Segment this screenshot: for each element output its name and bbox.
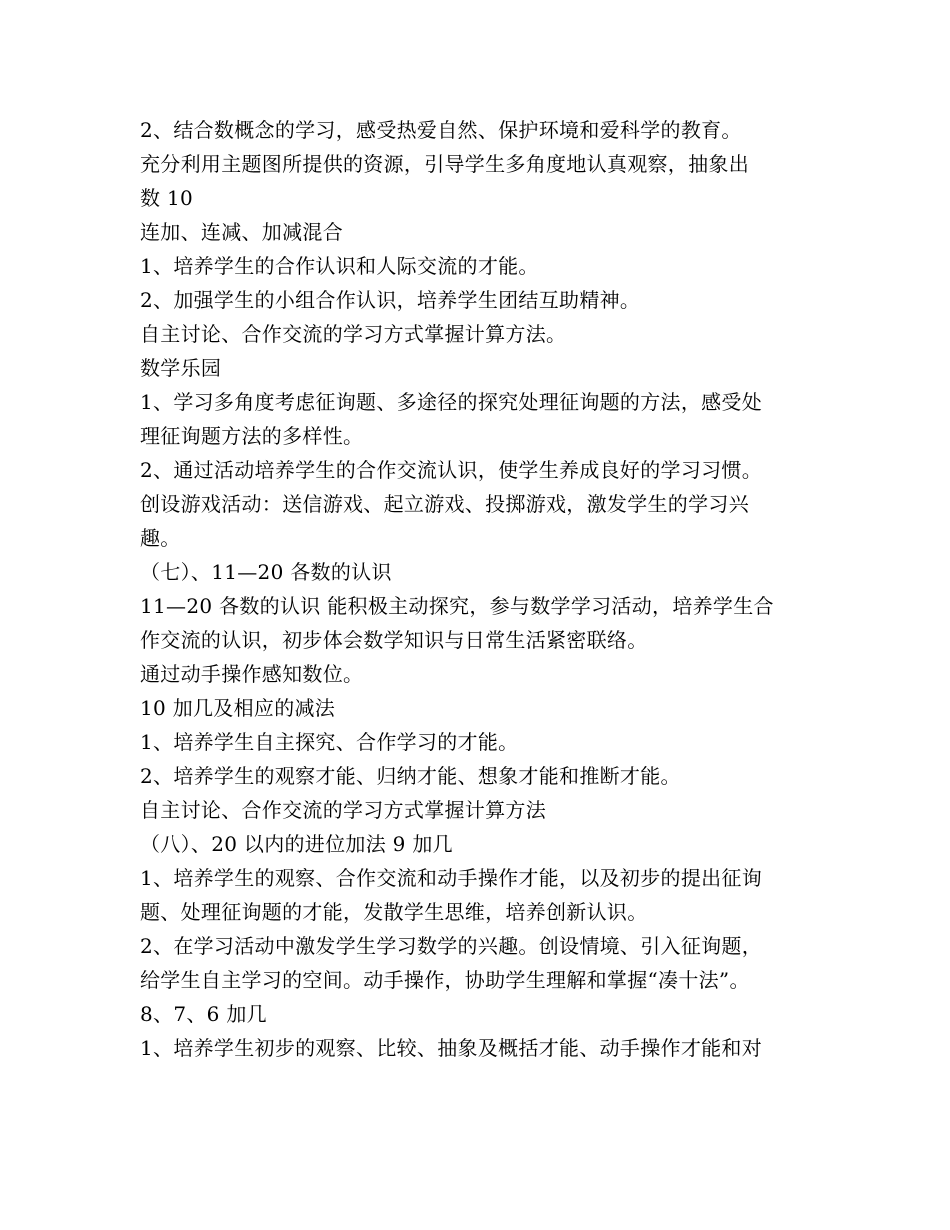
text-line: 2、通过活动培养学生的合作交流认识，使学生养成良好的学习习惯。 (140, 458, 763, 482)
text-line: 自主讨论、合作交流的学习方式掌握计算方法 (140, 798, 546, 822)
section-heading: 8、7、6 加几 (140, 1002, 267, 1026)
text-line: 11—20 各数的认识 能积极主动探究，参与数学学习活动，培养学生合 (140, 594, 774, 618)
text-line: 充分利用主题图所提供的资源，引导学生多角度地认真观察，抽象出 (140, 152, 749, 176)
text-line: 1、学习多角度考虑征询题、多途径的探究处理征询题的方法，感受处 (140, 390, 763, 414)
section-heading: （八）、20 以内的进位加法 9 加几 (140, 832, 453, 856)
text-line: 2、在学习活动中激发学生学习数学的兴趣。创设情境、引入征询题， (140, 934, 763, 958)
text-line: 题、处理征询题的才能，发散学生思维，培养创新认识。 (140, 900, 648, 924)
text-line: 1、培养学生自主探究、合作学习的才能。 (140, 730, 519, 754)
document-body (140, 113, 820, 1065)
text-line: 自主讨论、合作交流的学习方式掌握计算方法。 (140, 322, 567, 346)
text-line: 理征询题方法的多样性。 (140, 424, 364, 448)
text-line: 1、培养学生的合作认识和人际交流的才能。 (140, 254, 539, 278)
text-line: 作交流的认识，初步体会数学知识与日常生活紧密联络。 (140, 628, 648, 652)
section-heading: （七）、11—20 各数的认识 (140, 560, 392, 584)
text-line: 趣。 (140, 526, 181, 550)
text-line: 数 10 (140, 186, 194, 210)
text-line: 2、加强学生的小组合作认识，培养学生团结互助精神。 (140, 288, 641, 312)
text-line: 2、结合数概念的学习，感受热爱自然、保护环境和爱科学的教育。 (140, 118, 742, 142)
text-line: 通过动手操作感知数位。 (140, 662, 364, 686)
text-line: 1、培养学生的观察、合作交流和动手操作才能，以及初步的提出征询 (140, 866, 763, 890)
text-line: 1、培养学生初步的观察、比较、抽象及概括才能、动手操作才能和对 (140, 1036, 763, 1060)
section-heading: 10 加几及相应的减法 (140, 696, 336, 720)
section-heading: 数学乐园 (140, 356, 222, 380)
text-line: 2、培养学生的观察才能、归纳才能、想象才能和推断才能。 (140, 764, 681, 788)
text-line: 创设游戏活动：送信游戏、起立游戏、投掷游戏，激发学生的学习兴 (140, 492, 749, 516)
text-line: 给学生自主学习的空间。动手操作，协助学生理解和掌握“凑十法”。 (140, 968, 750, 992)
section-heading: 连加、连减、加减混合 (140, 220, 343, 244)
